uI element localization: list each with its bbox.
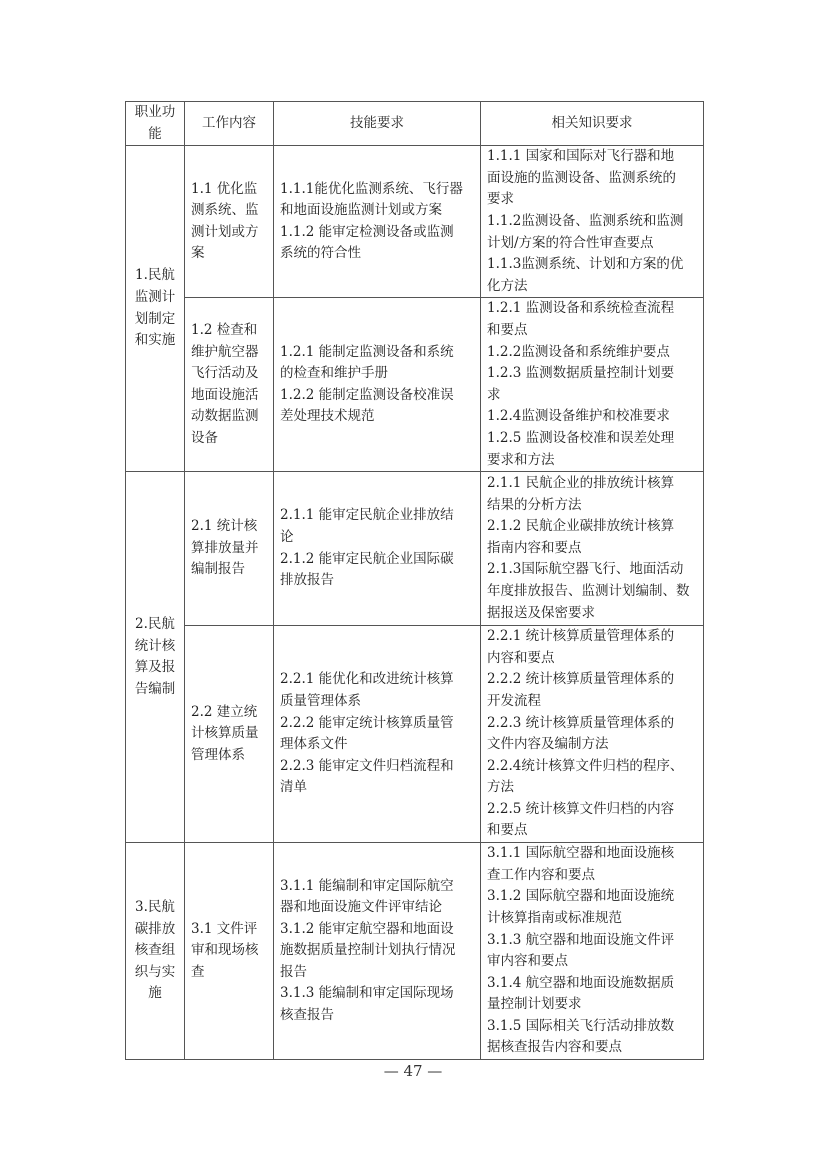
cell-text-line: 结果的分析方法: [487, 496, 582, 513]
cell-text-line: 2.1.1 民航企业的排放统计核算: [487, 475, 675, 492]
cell-text-line: 维护航空器: [191, 343, 259, 360]
cell-text-line: 1.2.4监测设备维护和校准要求: [487, 408, 670, 425]
cell-text-line: 方法: [487, 779, 514, 796]
cell-text-line: 量控制计划要求: [487, 996, 582, 1013]
cell-text-line: 2.2.2 统计核算质量管理体系的: [487, 671, 675, 688]
header-function: [126, 102, 185, 146]
cell-text-line: 指南内容和要点: [487, 539, 582, 556]
cell-text-line: 要求和方法: [487, 451, 555, 468]
cell-text-line: 3.民航: [135, 899, 175, 916]
cell-text-line: 文件内容及编制方法: [487, 736, 609, 753]
cell-text-line: 测系统、监: [191, 202, 259, 219]
knowledge-cell: [481, 626, 704, 843]
cell-text-line: 2.1.2 能审定民航企业国际碳: [280, 550, 454, 567]
cell-text-line: 织与实: [134, 963, 176, 980]
cell-text-line: 监测计: [134, 289, 176, 306]
table-row: [126, 472, 704, 626]
cell-text-line: 的检查和维护手册: [280, 365, 388, 382]
cell-text-line: 1.2.2 能制定监测设备校准误: [280, 386, 454, 403]
cell-text-line: 1.民航: [135, 267, 175, 284]
cell-text-line: 排放报告: [280, 572, 334, 589]
cell-text-line: 2.2.1 统计核算质量管理体系的: [487, 628, 675, 645]
cell-text-line: 工作内容: [202, 114, 256, 131]
cell-text-line: 能: [148, 125, 162, 142]
cell-text-line: 3.1.2 国际航空器和地面设施统: [487, 888, 675, 905]
work-content-cell: [185, 626, 274, 843]
cell-text-line: 器和地面设施文件评审结论: [280, 899, 442, 916]
header-knowledge-requirements: [481, 102, 704, 146]
cell-text-line: 碳排放: [134, 920, 176, 937]
cell-text-line: 据核查报告内容和要点: [487, 1039, 622, 1056]
work-content-cell: [185, 843, 274, 1060]
header-row: [126, 102, 704, 146]
cell-text-line: 论: [280, 529, 294, 545]
cell-text-line: 计核算指南或标准规范: [487, 909, 622, 926]
cell-text-line: 2.1.1 能审定民航企业排放结: [280, 507, 454, 524]
cell-text-line: 审内容和要点: [487, 953, 568, 970]
cell-text-line: 统计核: [134, 637, 176, 654]
cell-text-line: 理体系文件: [280, 736, 348, 753]
function-cell: [126, 843, 185, 1060]
cell-text-line: 设备: [191, 429, 218, 446]
cell-text-line: 施: [148, 985, 162, 1002]
cell-text-line: 和要点: [487, 822, 528, 839]
cell-text-line: 3.1.2 能审定航空器和地面设: [280, 920, 454, 937]
cell-text-line: 系统的符合性: [280, 245, 361, 262]
occupational-skills-table: [125, 101, 704, 1060]
cell-text-line: 1.1.2监测设备、监测系统和监测: [487, 212, 684, 229]
page-number: — 47 —: [383, 1062, 443, 1080]
cell-text-line: 求: [487, 386, 501, 403]
cell-text-line: 2.民航: [135, 615, 175, 632]
cell-text-line: 计核算质量: [191, 725, 259, 742]
cell-text-line: 查: [191, 963, 205, 980]
cell-text-line: 2.1 统计核: [191, 518, 258, 535]
skills-cell: [274, 626, 481, 843]
cell-text-line: 清单: [280, 779, 307, 796]
cell-text-line: 2.2.2 能审定统计核算质量管: [280, 714, 454, 731]
cell-text-line: 告编制: [134, 680, 176, 697]
cell-text-line: 2.2.3 统计核算质量管理体系的: [487, 714, 675, 731]
cell-text-line: 1.1.1能优化监测系统、飞行器: [280, 180, 463, 197]
cell-text-line: 算及报: [134, 659, 176, 676]
cell-text-line: 年度排放报告、监测计划编制、数: [487, 582, 690, 599]
cell-text-line: 3.1.1 能编制和审定国际航空: [280, 877, 454, 894]
cell-text-line: 1.2.1 监测设备和系统检查流程: [487, 300, 675, 317]
cell-text-line: 动数据监测: [191, 408, 259, 425]
knowledge-cell: [481, 298, 704, 472]
work-content-cell: [185, 298, 274, 472]
cell-text-line: 施数据质量控制计划执行情况: [280, 942, 456, 959]
cell-text-line: 职业功: [134, 104, 176, 120]
function-cell: [126, 472, 185, 843]
cell-text-line: 1.1.2 能审定检测设备或监测: [280, 223, 454, 240]
cell-text-line: 划制定: [134, 310, 176, 327]
work-content-cell: [185, 146, 274, 298]
cell-text-line: 计划/方案的符合性审查要点: [487, 234, 654, 251]
knowledge-cell: [481, 146, 704, 298]
cell-text-line: 核查报告: [280, 1007, 334, 1024]
cell-text-line: 据报送及保密要求: [487, 604, 595, 621]
cell-text-line: 1.2.1 能制定监测设备和系统: [280, 343, 454, 360]
table-row: [126, 146, 704, 298]
cell-text-line: 2.2.4统计核算文件归档的程序、: [487, 757, 684, 774]
cell-text-line: 1.1.3监测系统、计划和方案的优: [487, 256, 684, 273]
cell-text-line: 面设施的监测设备、监测系统的: [487, 169, 676, 186]
cell-text-line: 2.1.3国际航空器飞行、地面活动: [487, 561, 684, 578]
cell-text-line: 2.2.1 能优化和改进统计核算: [280, 671, 454, 688]
skills-cell: [274, 843, 481, 1060]
table-row: [126, 298, 704, 472]
cell-text-line: 管理体系: [191, 746, 245, 763]
cell-text-line: 2.2 建立统: [191, 703, 258, 720]
cell-text-line: 3.1.1 国际航空器和地面设施核: [487, 845, 675, 862]
cell-text-line: 开发流程: [487, 692, 541, 709]
cell-text-line: 3.1 文件评: [191, 920, 258, 937]
cell-text-line: 核查组: [134, 942, 176, 959]
skills-cell: [274, 472, 481, 626]
cell-text-line: 2.2.5 统计核算文件归档的内容: [487, 800, 675, 817]
cell-text-line: 化方法: [487, 277, 528, 294]
cell-text-line: 1.2.2监测设备和系统维护要点: [487, 343, 670, 360]
work-content-cell: [185, 472, 274, 626]
cell-text-line: 飞行活动及: [191, 365, 259, 382]
cell-text-line: 3.1.3 航空器和地面设施文件评: [487, 931, 675, 948]
knowledge-cell: [481, 472, 704, 626]
cell-text-line: 和要点: [487, 321, 528, 338]
cell-text-line: 1.2 检查和: [191, 321, 258, 338]
cell-text-line: 和地面设施监测计划或方案: [280, 202, 442, 219]
cell-text-line: 测计划或方: [191, 223, 259, 240]
cell-text-line: 2.1.2 民航企业碳排放统计核算: [487, 518, 675, 535]
cell-text-line: 编制报告: [191, 561, 245, 578]
cell-text-line: 查工作内容和要点: [487, 866, 595, 883]
knowledge-cell: [481, 843, 704, 1060]
skills-cell: [274, 298, 481, 472]
header-work-content: [185, 102, 274, 146]
cell-text-line: 1.2.3 监测数据质量控制计划要: [487, 365, 675, 382]
cell-text-line: 和实施: [134, 332, 176, 349]
cell-text-line: 差处理技术规范: [280, 408, 375, 425]
cell-text-line: 报告: [280, 963, 307, 980]
cell-text-line: 1.2.5 监测设备校准和误差处理: [487, 429, 675, 446]
cell-text-line: 地面设施活: [191, 386, 259, 403]
table-row: [126, 843, 704, 1060]
table-row: [126, 626, 704, 843]
cell-text-line: 内容和要点: [487, 649, 555, 666]
cell-text-line: 质量管理体系: [280, 692, 361, 709]
function-cell: [126, 146, 185, 472]
cell-text-line: 案: [191, 245, 205, 262]
skills-cell: [274, 146, 481, 298]
cell-text-line: 技能要求: [350, 114, 404, 131]
cell-text-line: 3.1.3 能编制和审定国际现场: [280, 985, 454, 1002]
cell-text-line: 1.1.1 国家和国际对飞行器和地: [487, 148, 675, 165]
cell-text-line: 3.1.4 航空器和地面设施数据质: [487, 974, 675, 991]
cell-text-line: 要求: [487, 191, 514, 208]
cell-text-line: 1.1 优化监: [191, 180, 258, 197]
cell-text-line: 算排放量并: [191, 539, 259, 556]
cell-text-line: 2.2.3 能审定文件归档流程和: [280, 757, 454, 774]
cell-text-line: 审和现场核: [191, 942, 259, 959]
cell-text-line: 3.1.5 国际相关飞行活动排放数: [487, 1017, 675, 1034]
header-skill-requirements: [274, 102, 481, 146]
cell-text-line: 相关知识要求: [551, 114, 633, 131]
